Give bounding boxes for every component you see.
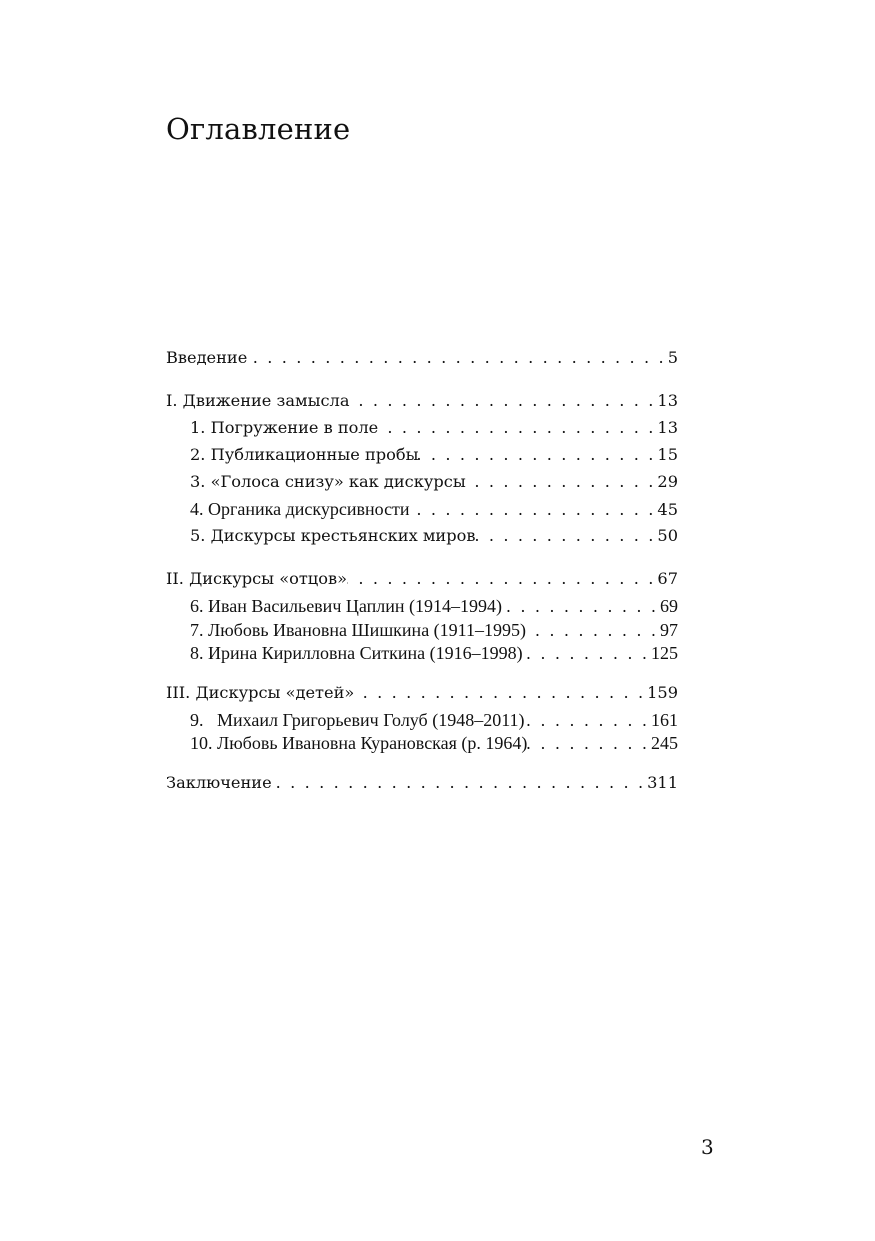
toc-entry-page: 50	[657, 526, 678, 545]
toc-entry-page: 13	[657, 418, 678, 437]
toc-entry-title: 5. Дискурсы крестьянских миров	[190, 526, 476, 545]
toc-entry-page: 13	[657, 391, 678, 410]
dot-leader	[475, 526, 653, 545]
dot-leader	[349, 391, 653, 410]
toc-entry[interactable]	[166, 445, 678, 472]
toc-group-conclusion	[166, 773, 678, 800]
dot-leader	[378, 418, 653, 437]
toc-entry-page: 69	[660, 596, 678, 616]
dot-leader	[502, 597, 656, 616]
toc-entry[interactable]	[166, 733, 678, 757]
toc-entry[interactable]	[166, 710, 678, 734]
toc-entry[interactable]	[166, 391, 678, 418]
toc-entry-page: 161	[651, 709, 678, 730]
toc-entry-title: Заключение	[166, 772, 272, 792]
toc-entry-title: 3. «Голоса снизу» как дискурсы	[190, 472, 466, 491]
toc-entry-page: 159	[647, 682, 678, 702]
toc-entry[interactable]	[166, 569, 678, 596]
toc-entry-title: 6. Иван Васильевич Цаплин (1914–1994)	[190, 596, 502, 616]
dot-leader	[525, 711, 647, 730]
toc-entry-page: 97	[660, 619, 678, 640]
dot-leader	[523, 644, 647, 663]
toc-entry-title: 2. Публикационные пробы	[190, 445, 419, 464]
dot-leader	[347, 569, 653, 588]
table-of-contents	[166, 348, 678, 816]
toc-entry[interactable]	[166, 596, 678, 620]
toc-group-part-3	[166, 683, 678, 757]
toc-entry[interactable]	[166, 526, 678, 553]
toc-entry-title: 1. Погружение в поле	[190, 418, 379, 437]
toc-entry[interactable]	[166, 348, 678, 375]
dot-leader	[418, 445, 653, 464]
toc-entry-title: 8. Ирина Кирилловна Ситкина (1916–1998)	[190, 643, 523, 663]
dot-leader	[527, 734, 647, 753]
toc-entry-title: 9. Михаил Григорьевич Голуб (1948–2011)	[190, 709, 525, 730]
dot-leader	[354, 683, 643, 702]
toc-entry[interactable]	[166, 643, 678, 667]
toc-entry-title: II. Дискурсы «отцов»	[166, 569, 347, 588]
toc-entry-title: 7. Любовь Ивановна Шишкина (1911–1995)	[190, 619, 526, 640]
toc-entry[interactable]	[166, 620, 678, 644]
toc-entry[interactable]	[166, 472, 678, 499]
dot-leader	[466, 472, 654, 491]
toc-entry-page: 67	[657, 569, 678, 588]
page-title: Оглавление	[166, 112, 351, 146]
dot-leader	[272, 773, 643, 792]
dot-leader	[247, 348, 663, 367]
toc-group-introduction	[166, 348, 678, 375]
toc-entry-page: 45	[657, 500, 678, 519]
toc-entry[interactable]	[166, 683, 678, 710]
toc-entry-page: 29	[657, 472, 678, 491]
toc-entry[interactable]	[166, 499, 678, 526]
toc-entry-title: III. Дискурсы «детей»	[166, 682, 355, 702]
toc-entry-title: 4. Органика дискурсивности	[190, 499, 410, 519]
toc-entry-page: 125	[651, 643, 678, 663]
dot-leader	[526, 621, 656, 640]
toc-entry[interactable]	[166, 418, 678, 445]
toc-group-part-2	[166, 569, 678, 667]
toc-entry-title: Введение	[166, 348, 248, 367]
toc-entry-page: 245	[651, 733, 678, 753]
dot-leader	[410, 500, 654, 519]
toc-entry-page: 15	[657, 445, 678, 464]
page-number: 3	[701, 1135, 714, 1159]
toc-entry-page: 5	[667, 348, 678, 367]
toc-entry[interactable]	[166, 773, 678, 800]
toc-entry-title: I. Движение замысла	[166, 391, 350, 410]
toc-entry-title: 10. Любовь Ивановна Курановская (р. 1964)	[190, 733, 528, 753]
toc-entry-page: 311	[647, 772, 678, 792]
toc-group-part-1	[166, 391, 678, 553]
